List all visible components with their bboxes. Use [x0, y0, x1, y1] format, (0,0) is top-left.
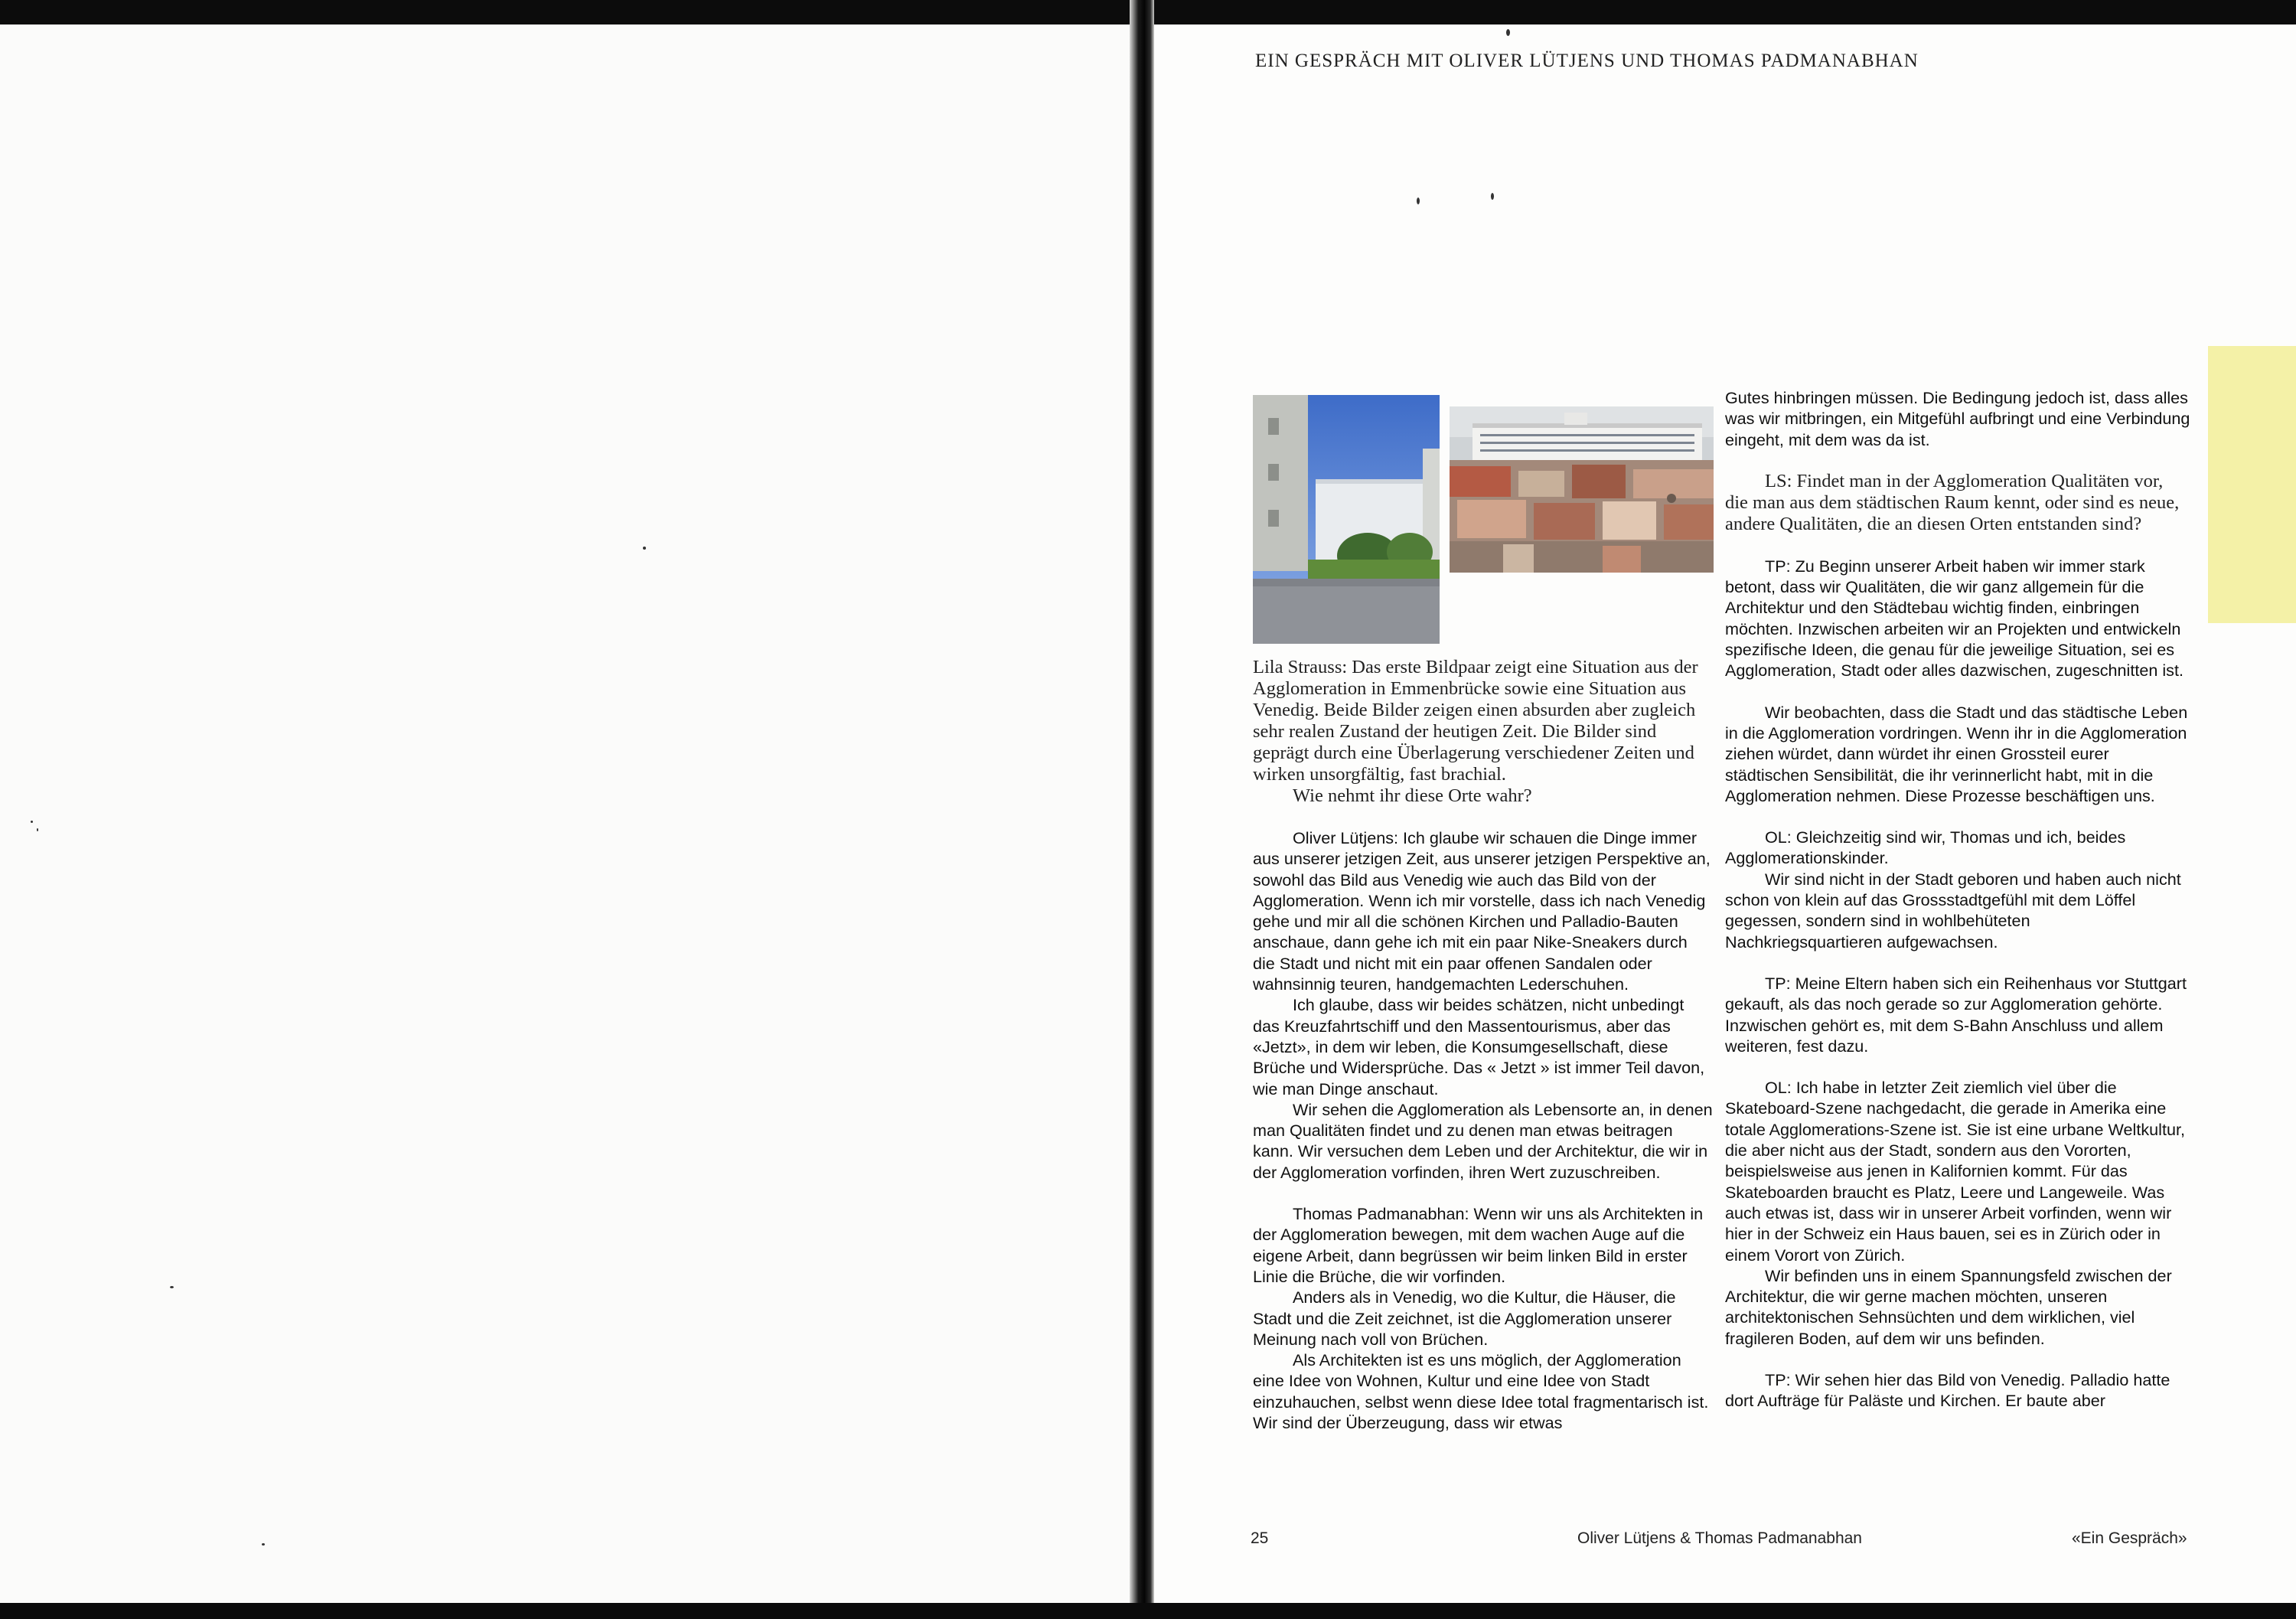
dust-speck: [170, 1286, 174, 1288]
answer-paragraph: Als Architekten ist es uns möglich, der Agglomeration eine Idee von Wohnen, Kultur und eine Idee von Stadt einzuhauchen, selbst wenn diese Idee total fragmentarisch ist. Wir sind der Überzeugung, dass wir etwas: [1253, 1350, 1709, 1433]
answer-paragraph: Anders als in Venedig, wo die Kultur, die Häuser, die Stadt und die Zeit zeichnet, ist die Agglomeration unserer Meinung nach voll von Brüchen.: [1253, 1288, 1676, 1349]
answer-paragraph: OL: Gleichzeitig sind wir, Thomas und ich, beides Agglomerationskinder.: [1725, 827, 2126, 868]
answer-block-tp: [1253, 1203, 1714, 1433]
footer-authors: Oliver Lütjens & Thomas Padmanabhan: [1577, 1529, 1862, 1547]
photo-venice-illustration: [1450, 406, 1714, 573]
interview-intro: [1253, 657, 1714, 807]
answer-paragraph: Gutes hinbringen müssen. Die Bedingung jedoch ist, dass alles was wir mitbringen, ein Mitgefühl aufbringt und eine Verbindung eingeht, mit dem was da ist.: [1725, 388, 2190, 449]
dust-speck: [31, 821, 33, 823]
article-column-left: [1253, 657, 1714, 1433]
question-paragraph: Wie nehmt ihr diese Orte wahr?: [1293, 785, 1532, 806]
question-paragraph: Lila Strauss: Das erste Bildpaar zeigt eine Situation aus der Agglomeration in Emmenbrücke sowie eine Situation aus Venedig. Beide Bilder zeigen einen absurden aber zugleich sehr realen Zustand der heutigen Zeit. Die Bilder sind geprägt durch eine Überlagerung verschiedener Zeiten und wirken unsorgfältig, fast brachial.: [1253, 657, 1698, 785]
sticky-note: [2208, 346, 2296, 623]
answer-paragraph: TP: Zu Beginn unserer Arbeit haben wir immer stark betont, dass wir Qualitäten, die wir ganz allgemein für die Architektur und den Städtebau wichtig finden, einbringen möchten. Inzwischen arbeiten wir an Projekten und entwickeln spezifische Ideen, die genau für die jeweilige Situation, sei es Agglomeration, Stadt oder alles dazwischen, zugeschnitten ist.: [1725, 556, 2183, 681]
dust-speck: [1506, 29, 1510, 36]
running-head: EIN GESPRÄCH MIT OLIVER LÜTJENS UND THOMAS PADMANABHAN: [1255, 51, 1919, 71]
photo-agglomeration-emmenbruecke: [1253, 395, 1440, 644]
left-page-blank: [0, 24, 1130, 1603]
answer-paragraph: Wir beobachten, dass die Stadt und das städtische Leben in die Agglomeration vordringen. Wenn ihr in die Agglomeration ziehen würdet, dann würdet ihr einen Grossteil eurer städtischen Sensibilität, die ihr verinnerlicht habt, mit in die Agglomeration nehmen. Diese Prozesse beschäftigen uns.: [1725, 702, 2188, 805]
answer-paragraph: Thomas Padmanabhan: Wenn wir uns als Architekten in der Agglomeration bewegen, mit dem wachen Auge auf die eigene Arbeit, dann begrüssen wir beim linken Bild in erster Linie die Brüche, die wir vorfinden.: [1253, 1204, 1704, 1286]
answer-paragraph: OL: Ich habe in letzter Zeit ziemlich viel über die Skateboard-Szene nachgedacht, die gerade in Amerika eine totale Agglomerations-Szene ist. Sie ist eine urbane Weltkultur, die aber nicht aus der Stadt, sondern aus den Vororten, beispielsweise aus jenen in Kalifornien kommt. Für das Skateboarden braucht es Platz, Leere und Langeweile. Was auch etwas ist, dass wir in unserer Arbeit vorfinden, wenn wir hier in der Schweiz ein Haus bauen, sei es in Zürich oder in einem Vorort von Zürich.: [1725, 1078, 2185, 1265]
answer-paragraph: Oliver Lütjens: Ich glaube wir schauen die Dinge immer aus unserer jetzigen Zeit, aus unserer jetzigen Perspektive an, sowohl das Bild aus Venedig wie auch das Bild von der Agglomeration. Wenn ich mir vorstelle, dass ich nach Venedig gehe und mir all die schönen Kirchen und Palladio-Bauten anschaue, dann gehe ich mit ein paar Nike-Sneakers durch die Stadt und nicht mit ein paar offenen Sandalen oder wahnsinnig teuren, handgemachten Lederschuhen.: [1253, 828, 1711, 994]
answer-paragraph: Wir sind nicht in der Stadt geboren und haben auch nicht schon von klein auf das Grossstadtgefühl mit dem Löffel gegessen, sondern sind in wohlbehüteten Nachkriegsquartieren aufgewachsen.: [1725, 869, 2181, 951]
question-paragraph: LS: Findet man in der Agglomeration Qualitäten vor, die man aus dem städtischen Raum kennt, oder sind es neue, andere Qualitäten, die an diesen Orten entstanden sind?: [1725, 470, 2180, 534]
answer-paragraph: Ich glaube, dass wir beides schätzen, nicht unbedingt das Kreuzfahrtschiff und den Massentourismus, aber das «Jetzt», in dem wir leben, die Konsumgesellschaft, diese Brüche und Widersprüche. Das « Jetzt » ist immer Teil davon, wie man Dinge anschaut.: [1253, 995, 1705, 1098]
answer-block-ol: [1253, 827, 1714, 1183]
answer-paragraph: TP: Meine Eltern haben sich ein Reihenhaus vor Stuttgart gekauft, als das noch gerade so zur Agglomeration gehörte. Inzwischen gehört es, mit dem S-Bahn Anschluss und allem weiteren, fest dazu.: [1725, 973, 2187, 1056]
photo-agglomeration-illustration: [1253, 395, 1440, 644]
dust-speck: [1417, 197, 1420, 204]
photo-venice-cruise-ship: [1450, 406, 1714, 573]
dust-speck: [37, 828, 38, 831]
page-number: 25: [1251, 1529, 1269, 1547]
answer-paragraph: Wir befinden uns in einem Spannungsfeld zwischen der Architektur, die wir gerne machen möchten, unseren architektonischen Sehnsüchten und dem wirklichen, viel fragileren Boden, auf dem wir uns befinden.: [1725, 1265, 2172, 1348]
dust-speck: [262, 1543, 265, 1546]
footer-section: «Ein Gespräch»: [2072, 1529, 2187, 1547]
book-spine: [1130, 0, 1154, 1619]
scan-edge: [0, 1603, 2296, 1619]
answer-paragraph: TP: Wir sehen hier das Bild von Venedig. Palladio hatte dort Aufträge für Paläste und Kirchen. Er baute aber: [1725, 1369, 2170, 1411]
dust-speck: [1491, 193, 1494, 200]
answer-paragraph: Wir sehen die Agglomeration als Lebensorte an, in denen man Qualitäten findet und zu denen man etwas beitragen kann. Wir versuchen dem Leben und der Architektur, die wir in der Agglomeration vorfinden, ihren Wert zuzuschreiben.: [1253, 1099, 1713, 1182]
article-column-right: [1725, 387, 2190, 1412]
dust-speck: [643, 547, 646, 550]
